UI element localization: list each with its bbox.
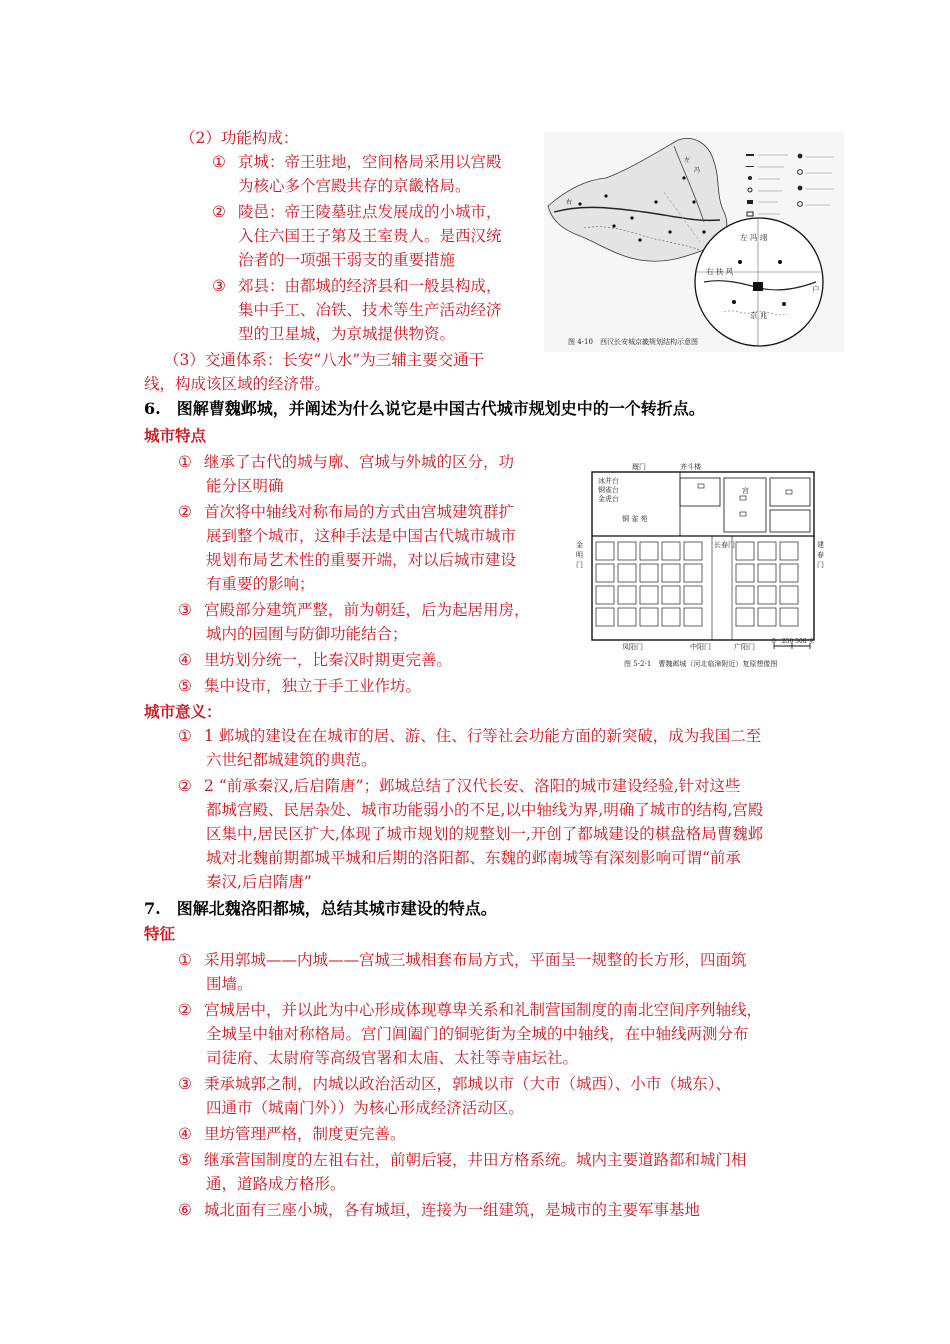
ward-block	[780, 608, 798, 626]
ward-block	[684, 542, 702, 560]
item-text: 采用郭城——内城——宫城三城相套布局方式，平面呈一规整的长方形，四面筑	[204, 951, 747, 969]
ward-block	[758, 608, 776, 626]
gate-label: 中阳门	[690, 643, 711, 651]
item-text: 首次将中轴线对称布局的方式由宫城建筑群扩	[204, 503, 515, 521]
gate-label: 凤阳门	[622, 643, 643, 651]
list-item	[178, 724, 761, 748]
ward-block	[596, 564, 614, 582]
figure-caption: 图 4-10 西汉长安城京畿规划结构示意图	[568, 338, 698, 346]
item-text: 都城宫殿、民居杂处、城市功能弱小的不足,以中轴线为界,明确了城市的结构,宫殿	[206, 801, 764, 819]
item-text: 1 邺城的建设在在城市的居、游、住、行等社会功能方面的新突破，成为我国二至	[204, 727, 762, 745]
list-item	[178, 500, 514, 524]
list-item	[178, 674, 421, 698]
map-label: 京 兆	[750, 311, 768, 320]
ward-block	[640, 586, 658, 604]
item-text: 型的卫星城，为京城提供物资。	[238, 325, 456, 343]
item-text: 入住六国王子第及王室贵人。是西汉统	[238, 227, 502, 245]
list-item	[178, 648, 452, 672]
terrace-label: 冰井台	[598, 477, 619, 485]
yecheng-plan-figure	[574, 460, 832, 670]
item-text: 展到整个城市，这种手法是中国古代城市城市	[206, 527, 517, 545]
list-item	[212, 274, 502, 298]
ward-block	[758, 586, 776, 604]
scale-label: 0 250 500 米	[772, 638, 815, 645]
ward-block	[662, 564, 680, 582]
ward-block	[640, 542, 658, 560]
item-text: 秦汉,后启隋唐”	[206, 873, 312, 891]
item-number: ③	[178, 1075, 192, 1093]
ward-block	[684, 564, 702, 582]
street-label: 长春门	[714, 541, 735, 549]
item-text: 能分区明确	[206, 477, 284, 495]
changan-region-map	[544, 132, 844, 352]
garden-label: 铜 雀 苑	[622, 515, 648, 523]
gate-label: 建春门	[817, 541, 824, 569]
ward-block	[618, 564, 636, 582]
ward-block	[736, 608, 754, 626]
item-number: ③	[212, 277, 226, 295]
terrace-label: 金虎台	[598, 495, 619, 503]
city-significance-title: 城市意义：	[144, 702, 222, 721]
list-item	[178, 450, 514, 474]
ward-block	[596, 608, 614, 626]
item-number: ②	[178, 503, 192, 521]
ward-block	[684, 608, 702, 626]
figure-caption: 图 5-2-1 曹魏邺城（河北临漳附近）复原想像图	[624, 660, 778, 668]
item-text: 里坊划分统一，比秦汉时期更完善。	[204, 651, 453, 669]
ward-block	[596, 542, 614, 560]
list-item	[212, 200, 502, 224]
ward-block	[736, 542, 754, 560]
palace-label: 宫	[742, 487, 749, 495]
item-text: 城北面有三座小城，各有城垣，连接为一组建筑，是城市的主要军事基地	[204, 1201, 701, 1219]
ward-block	[662, 608, 680, 626]
item-number: ⑥	[178, 1201, 192, 1219]
ward-block	[618, 542, 636, 560]
map-label: 户	[812, 285, 820, 294]
item-text: 郊县：由都城的经济县和一般县构成，	[238, 277, 502, 295]
svg-text:冯: 冯	[694, 167, 701, 174]
svg-text:右: 右	[566, 199, 573, 206]
ward-block	[640, 608, 658, 626]
item-text: 全城呈中轴对称格局。宫门阊阖门的铜驼街为全城的中轴线，在中轴线两测分布	[206, 1025, 749, 1043]
list-item	[178, 598, 530, 622]
map-label: 右 扶 风	[706, 267, 734, 276]
item-text: 集中设市，独立于手工业作坊。	[204, 677, 422, 695]
item-text: 城对北魏前期都城平城和后期的洛阳都、东魏的邺南城等有深刻影响可谓“前承	[206, 849, 741, 867]
list-item	[178, 1198, 700, 1222]
ward-block	[780, 542, 798, 560]
ward-block	[736, 586, 754, 604]
ward-block	[780, 564, 798, 582]
question-6-title: 6. 图解曹魏邺城，并阐述为什么说它是中国古代城市规划史中的一个转折点。	[144, 399, 705, 418]
item-text: 秉承城郭之制，内城以政治活动区，郭城以市（大市（城西）、小市（城东）、	[204, 1075, 732, 1093]
item-text: 宫殿部分建筑严整，前为朝廷，后为起居用房，	[204, 601, 530, 619]
gate-label: 齐斗楼	[680, 463, 701, 471]
list-item	[178, 998, 762, 1022]
item-number: ⑤	[178, 677, 192, 695]
item-text: 治者的一项强干弱支的重要措施	[238, 251, 456, 269]
item-text: 集中手工、冶铁、技术等生产活动经济	[238, 301, 502, 319]
item-number: ①	[178, 453, 192, 471]
function-title: （2）功能构成：	[180, 129, 299, 147]
item-text: 京城：帝王驻地，空间格局采用以宫殿	[238, 153, 502, 171]
item-number: ③	[178, 601, 192, 619]
item-text: 继承了古代的城与廓、宫城与外城的区分，功	[204, 453, 515, 471]
item-text: 规划布局艺术性的重要开端，对以后城市建设	[206, 551, 517, 569]
ward-block	[736, 564, 754, 582]
item-number: ②	[178, 1001, 192, 1019]
item-number: ②	[212, 203, 226, 221]
item-number: ⑤	[178, 1151, 192, 1169]
item-number: ④	[178, 651, 192, 669]
item-text: 司徒府、太尉府等高级官署和太庙、太社等寺庙坛社。	[206, 1049, 579, 1067]
question-7-title: 7. 图解北魏洛阳都城，总结其城市建设的特点。	[144, 899, 497, 918]
traffic-text: （3）交通体系：长安“八水”为三辅主要交通干	[164, 351, 485, 369]
terrace-label: 铜雀台	[598, 486, 619, 494]
gate-label: 厩门	[632, 463, 646, 471]
item-number: ①	[212, 153, 226, 171]
item-number: ①	[178, 951, 192, 969]
item-number: ②	[178, 777, 192, 795]
ward-block	[758, 542, 776, 560]
item-number: ①	[178, 727, 192, 745]
item-text: 继承营国制度的左祖右社，前朝后寝，井田方格系统。城内主要道路都和城门相	[204, 1151, 747, 1169]
map-label: 左 冯 翊	[740, 233, 768, 242]
item-text: 为核心多个宫殿共存的京畿格局。	[238, 177, 471, 195]
ward-block	[618, 608, 636, 626]
item-text: 有重要的影响；	[206, 575, 315, 593]
list-item	[178, 1072, 731, 1096]
list-item	[178, 1148, 747, 1172]
ward-block	[758, 564, 776, 582]
list-item	[178, 1122, 406, 1146]
list-item	[178, 948, 747, 972]
item-number: ④	[178, 1125, 192, 1143]
gate-label: 广阳门	[734, 643, 755, 651]
item-text: 六世纪都城建筑的典范。	[206, 751, 377, 769]
ward-block	[662, 542, 680, 560]
list-item	[212, 150, 502, 174]
item-text: 宫城居中，并以此为中心形成体现尊卑关系和礼制营国制度的南北空间序列轴线，	[204, 1001, 763, 1019]
city-features-title: 城市特点	[144, 426, 207, 445]
ward-block	[640, 564, 658, 582]
item-text: 陵邑：帝王陵墓驻点发展成的小城市，	[238, 203, 502, 221]
item-text: 区集中,居民区扩大,体现了城市规划的规整划一,开创了都城建设的棋盘格局曹魏邺	[206, 825, 764, 843]
item-text: 围墙。	[206, 975, 253, 993]
list-item	[178, 774, 741, 798]
item-text: 城内的园囿与防御功能结合；	[206, 625, 408, 643]
ward-block	[596, 586, 614, 604]
features-title: 特征	[144, 924, 176, 943]
item-text: 通，道路成方格形。	[206, 1175, 346, 1193]
ward-block	[780, 586, 798, 604]
traffic-text: 线，构成该区域的经济带。	[144, 375, 331, 393]
item-text: 2 “前承秦汉,后启隋唐”；邺城总结了汉代长安、洛阳的城市建设经验,针对这些	[204, 777, 741, 795]
gate-label: 金明门	[576, 541, 583, 569]
ward-block	[662, 586, 680, 604]
svg-text:左: 左	[684, 157, 691, 164]
item-text: 里坊管理严格，制度更完善。	[204, 1125, 406, 1143]
ward-block	[684, 586, 702, 604]
ward-block	[618, 586, 636, 604]
item-text: 四通市（城南门外））为核心形成经济活动区。	[206, 1099, 524, 1117]
